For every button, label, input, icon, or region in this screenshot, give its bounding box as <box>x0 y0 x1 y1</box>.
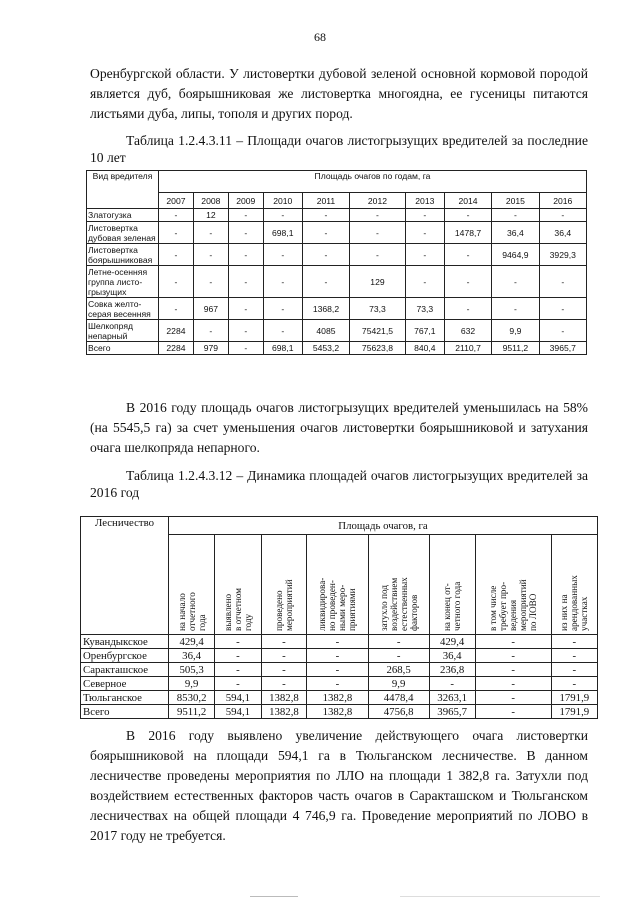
pest-name: Совка желто-серая весенняя <box>87 298 159 320</box>
table-cell: - <box>551 649 597 663</box>
column-header <box>475 535 551 635</box>
table-cell: 505,3 <box>169 663 215 677</box>
table-cell: - <box>228 342 263 355</box>
table-cell: - <box>228 244 263 266</box>
table-cell: - <box>263 266 302 298</box>
table-cell: 1791,9 <box>551 705 597 719</box>
table-cell: 9,9 <box>368 677 429 691</box>
column-header <box>307 535 368 635</box>
scan-artifact <box>250 896 298 897</box>
table-cell: - <box>307 677 368 691</box>
year-header: 2011 <box>302 193 349 209</box>
table-cell: 594,1 <box>215 705 261 719</box>
table-cell: - <box>261 663 307 677</box>
table-cell: - <box>307 635 368 649</box>
table-cell: - <box>405 209 444 222</box>
table-cell: - <box>350 222 406 244</box>
column-header <box>551 535 597 635</box>
pest-type-header: Вид вредителя <box>87 171 159 209</box>
table-cell: - <box>539 320 586 342</box>
middle-paragraph: В 2016 году площадь очагов листогрызущих вредителей уменьшилась на 58% (на 5545,5 га) за счет уменьшения очагов листовертки боярышниковой и затухания очага шелкопряда непарного. <box>90 400 588 455</box>
table-cell: - <box>405 222 444 244</box>
table-cell: - <box>261 635 307 649</box>
table-cell: 4756,8 <box>368 705 429 719</box>
table-cell: 698,1 <box>263 342 302 355</box>
pest-name: Листовертка боярышниковая <box>87 244 159 266</box>
table-cell: 429,4 <box>169 635 215 649</box>
table-row <box>81 649 598 663</box>
table-cell: - <box>228 320 263 342</box>
column-header-text: ликвидирова- но проведен- ными меро- приятиями <box>317 577 358 631</box>
table-cell: 3965,7 <box>429 705 475 719</box>
pest-name: Листовертка дубовая зеленая <box>87 222 159 244</box>
table-cell: 36,4 <box>429 649 475 663</box>
table-cell: 979 <box>193 342 228 355</box>
table-cell: - <box>444 209 491 222</box>
table-cell: 9,9 <box>169 677 215 691</box>
table-cell: 767,1 <box>405 320 444 342</box>
table-cell: 268,5 <box>368 663 429 677</box>
column-header-text: проведено мероприятий <box>273 578 294 631</box>
table-cell: 594,1 <box>215 691 261 705</box>
table-cell: - <box>302 222 349 244</box>
table-cell: - <box>307 663 368 677</box>
column-header <box>429 535 475 635</box>
table-cell: 1478,7 <box>444 222 491 244</box>
table-cell: - <box>551 677 597 691</box>
table-cell: 129 <box>350 266 406 298</box>
table-cell: - <box>159 222 194 244</box>
table-cell: 9511,2 <box>492 342 539 355</box>
pest-name: Летне-осенняя группа листо-грызущих <box>87 266 159 298</box>
table-cell: 967 <box>193 298 228 320</box>
table-cell: 9,9 <box>492 320 539 342</box>
table-cell: 1382,8 <box>307 705 368 719</box>
table-row <box>87 320 587 342</box>
area-header: Площадь очагов, га <box>169 517 598 535</box>
table-cell: - <box>368 649 429 663</box>
table-cell: - <box>193 244 228 266</box>
table-row <box>81 691 598 705</box>
forestry-name: Кувандыкское <box>81 635 169 649</box>
table-cell: - <box>228 209 263 222</box>
table-cell: - <box>193 222 228 244</box>
table-cell: 36,4 <box>539 222 586 244</box>
table-row <box>81 677 598 691</box>
table-cell: - <box>193 266 228 298</box>
table-cell: 1382,8 <box>307 691 368 705</box>
table-cell: - <box>475 649 551 663</box>
column-header-text: в том числе требует про- ведения мероприятий по ЛОВО <box>488 578 539 631</box>
table-cell: - <box>444 266 491 298</box>
table-cell: 2110,7 <box>444 342 491 355</box>
table-row <box>87 209 587 222</box>
table-cell: - <box>215 663 261 677</box>
column-header <box>215 535 261 635</box>
table-cell: - <box>405 244 444 266</box>
table-cell: 3263,1 <box>429 691 475 705</box>
table-cell: - <box>475 677 551 691</box>
forestry-name: Тюльганское <box>81 691 169 705</box>
intro-paragraph: Оренбургской области. У листовертки дубовой зеленой основной кормовой породой является дуб, боярышниковая же листовертка многоядна, ее гусеницы питаются листьями дуба, липы, тополя и других пород. <box>90 66 588 121</box>
table-cell: 698,1 <box>263 222 302 244</box>
table-cell: - <box>302 209 349 222</box>
table-row <box>87 342 587 355</box>
year-header: 2016 <box>539 193 586 209</box>
table-cell: - <box>263 209 302 222</box>
year-header: 2014 <box>444 193 491 209</box>
table-cell: 1368,2 <box>302 298 349 320</box>
table-cell: - <box>350 209 406 222</box>
forestry-name: Саракташское <box>81 663 169 677</box>
table-cell: - <box>228 222 263 244</box>
table-cell: 4478,4 <box>368 691 429 705</box>
table-cell: 9511,2 <box>169 705 215 719</box>
table-row <box>81 663 598 677</box>
table-cell: 2284 <box>159 320 194 342</box>
table-cell: - <box>492 298 539 320</box>
table-cell: - <box>228 266 263 298</box>
area-by-year-header: Площадь очагов по годам, га <box>159 171 587 193</box>
table-cell: - <box>261 649 307 663</box>
table-cell: - <box>302 244 349 266</box>
table-cell: - <box>263 320 302 342</box>
table-cell: - <box>444 298 491 320</box>
table-cell: - <box>539 298 586 320</box>
table-cell: - <box>261 677 307 691</box>
table-cell: - <box>444 244 491 266</box>
table-cell: - <box>263 298 302 320</box>
table-cell: 1382,8 <box>261 705 307 719</box>
column-header-text: из них на арендованных участках <box>559 574 590 631</box>
table-cell: 8530,2 <box>169 691 215 705</box>
table-cell: - <box>405 266 444 298</box>
table-row <box>87 222 587 244</box>
forestry-name: Северное <box>81 677 169 691</box>
scan-artifact <box>400 896 600 897</box>
years-row <box>87 193 587 209</box>
table-cell: - <box>368 635 429 649</box>
column-header-text: выявлено в отчетном году <box>222 587 253 631</box>
column-header <box>169 535 215 635</box>
column-header <box>368 535 429 635</box>
table-cell: - <box>302 266 349 298</box>
table-cell: - <box>475 663 551 677</box>
table-cell: - <box>159 244 194 266</box>
table-row <box>81 705 598 719</box>
table-cell: 9464,9 <box>492 244 539 266</box>
table-cell: 36,4 <box>169 649 215 663</box>
forestry-header: Лесничество <box>81 517 169 635</box>
table-cell: - <box>429 677 475 691</box>
table-cell: 4085 <box>302 320 349 342</box>
table-row <box>87 266 587 298</box>
table-cell: - <box>159 298 194 320</box>
pest-name: Всего <box>87 342 159 355</box>
table-cell: - <box>215 635 261 649</box>
pest-name: Златогузка <box>87 209 159 222</box>
table-cell: - <box>228 298 263 320</box>
table-cell: - <box>159 209 194 222</box>
table-cell: 632 <box>444 320 491 342</box>
table-cell: - <box>350 244 406 266</box>
table-cell: - <box>492 209 539 222</box>
table1-caption: Таблица 1.2.4.3.11 – Площади очагов листогрызущих вредителей за последние 10 лет <box>90 133 588 165</box>
table-row <box>81 635 598 649</box>
table-cell: 75421,5 <box>350 320 406 342</box>
year-header: 2012 <box>350 193 406 209</box>
final-paragraph: В 2016 году выявлено увеличение действующего очага листовертки боярышниковой на площади 594,1 га в Тюльганском лесничестве. В данном лесничестве проведены мероприятия по ЛЛО на площади 1 382,8 га. Затухли под воздействием естественных факторов часть очагов в Саракташском и Тюльганском лесничествах на общей площади 4 746,9 га. Проведение мероприятий по ЛОВО в 2017 году не требуется. <box>90 728 588 843</box>
table-cell: - <box>551 663 597 677</box>
table-row <box>87 244 587 266</box>
table-cell: 236,8 <box>429 663 475 677</box>
table-cell: 3929,3 <box>539 244 586 266</box>
forestry-name: Оренбургское <box>81 649 169 663</box>
column-header-text: затухло под воздействием естественных факторов <box>378 576 419 631</box>
year-header: 2008 <box>193 193 228 209</box>
table-cell: - <box>475 705 551 719</box>
year-header: 2013 <box>405 193 444 209</box>
table-cell: 1382,8 <box>261 691 307 705</box>
table-cell: 73,3 <box>405 298 444 320</box>
table-cell: 12 <box>193 209 228 222</box>
table-cell: - <box>263 244 302 266</box>
table-cell: 429,4 <box>429 635 475 649</box>
table-cell: - <box>475 691 551 705</box>
table-cell: 2284 <box>159 342 194 355</box>
year-header: 2010 <box>263 193 302 209</box>
column-header-text: на конец от- четного года <box>442 581 463 631</box>
table-cell: 3965,7 <box>539 342 586 355</box>
table-cell: - <box>492 266 539 298</box>
table-cell: - <box>215 649 261 663</box>
forestry-name: Всего <box>81 705 169 719</box>
table-cell: 840,4 <box>405 342 444 355</box>
year-header: 2009 <box>228 193 263 209</box>
table-cell: - <box>307 649 368 663</box>
table2-caption: Таблица 1.2.4.3.12 – Динамика площадей очагов листогрызущих вредителей за 2016 год <box>90 468 588 500</box>
table-cell: - <box>539 209 586 222</box>
table-row <box>87 298 587 320</box>
table-cell: - <box>475 635 551 649</box>
table-cell: 1791,9 <box>551 691 597 705</box>
table-cell: - <box>193 320 228 342</box>
page-number: 68 <box>314 30 326 44</box>
dynamics-table <box>80 516 598 719</box>
table-cell: 73,3 <box>350 298 406 320</box>
column-header <box>261 535 307 635</box>
table-cell: - <box>159 266 194 298</box>
pest-area-table <box>86 170 587 355</box>
table-cell: 75623,8 <box>350 342 406 355</box>
table-cell: - <box>539 266 586 298</box>
table-cell: - <box>215 677 261 691</box>
table-cell: 5453,2 <box>302 342 349 355</box>
year-header: 2015 <box>492 193 539 209</box>
pest-name: Шелкопряд непарный <box>87 320 159 342</box>
year-header: 2007 <box>159 193 194 209</box>
table-cell: 36,4 <box>492 222 539 244</box>
table-cell: - <box>551 635 597 649</box>
column-header-text: на начало отчетного года <box>176 591 207 631</box>
